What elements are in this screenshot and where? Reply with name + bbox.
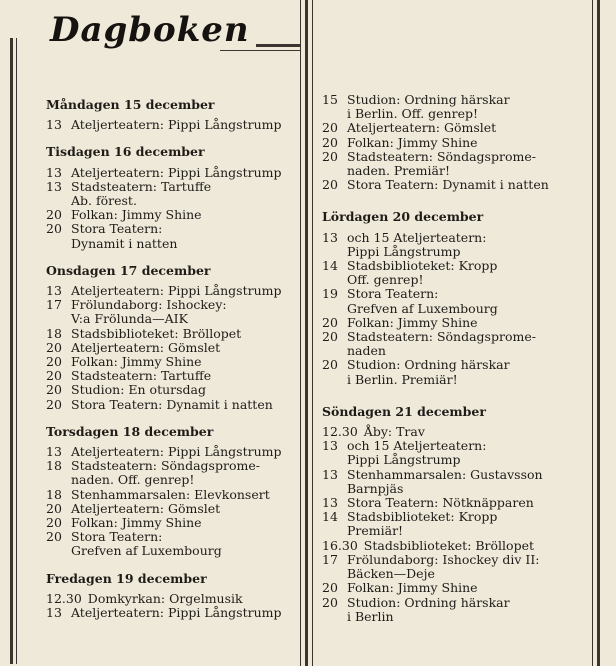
listing-entry bbox=[322, 496, 590, 510]
listing-entry bbox=[322, 136, 590, 150]
listing-entry bbox=[322, 121, 590, 135]
entry-time: 14 bbox=[322, 258, 338, 274]
entry-text: Stadsteatern: Tartuffe Ab. förest. bbox=[71, 178, 212, 209]
entry-time: 20 bbox=[322, 120, 338, 136]
entry-text: Ateljerteatern: Gömslet bbox=[347, 120, 497, 136]
entry-time: 20 bbox=[46, 515, 62, 531]
entry-text: Folkan: Jimmy Shine bbox=[347, 314, 478, 330]
listing-entry bbox=[322, 316, 590, 330]
listing-entry bbox=[46, 118, 298, 132]
listing-entry bbox=[322, 510, 590, 538]
page-title: Dagboken bbox=[44, 10, 256, 50]
entry-time: 16.30 bbox=[322, 537, 358, 553]
day-block bbox=[322, 405, 590, 624]
entry-time: 13 bbox=[322, 229, 338, 245]
day-heading: Lördagen 20 december bbox=[322, 209, 484, 225]
entry-text: Stadsbiblioteket: Bröllopet bbox=[363, 537, 535, 553]
listing-entry bbox=[46, 459, 298, 487]
entry-text: Stadsteatern: Söndagsprome- naden. Premiär! bbox=[347, 148, 536, 179]
entry-time: 20 bbox=[322, 329, 338, 345]
listing-entry bbox=[46, 445, 298, 459]
entry-text: Folkan: Jimmy Shine bbox=[347, 580, 478, 596]
entry-time: 13 bbox=[46, 178, 62, 194]
entry-text: Stora Teatern: Dynamit i natten bbox=[347, 177, 549, 193]
listing-entry bbox=[322, 330, 590, 358]
entry-time: 20 bbox=[322, 148, 338, 164]
entry-time: 20 bbox=[46, 207, 62, 223]
entry-text: Stadsteatern: Tartuffe bbox=[71, 368, 212, 384]
entry-time: 20 bbox=[322, 314, 338, 330]
listing-entry bbox=[322, 93, 590, 121]
entry-text: Stadsteatern: Söndagsprome- naden bbox=[347, 329, 536, 359]
entry-time: 20 bbox=[46, 529, 62, 545]
entry-text: Frölundaborg: Ishockey div II: Bäcken—Deje bbox=[347, 551, 540, 582]
listing-entry bbox=[322, 539, 590, 553]
frame-right-thin bbox=[592, 0, 593, 666]
listing-entry bbox=[46, 606, 298, 620]
entry-text: och 15 Ateljerteatern: Pippi Långstrump bbox=[347, 438, 487, 468]
listing-entry bbox=[46, 298, 298, 326]
entry-time: 20 bbox=[46, 354, 62, 370]
entry-time: 20 bbox=[46, 339, 62, 355]
entry-time: 20 bbox=[322, 580, 338, 596]
entry-text: Stora Teatern: Dynamit i natten bbox=[71, 396, 273, 412]
entry-text: Studion: Ordning härskar i Berlin. Off. genrep! bbox=[347, 92, 510, 122]
listing-entry bbox=[46, 180, 298, 208]
entry-time: 20 bbox=[46, 368, 62, 384]
entry-time: 13 bbox=[46, 283, 62, 299]
entry-time: 12.30 bbox=[322, 424, 358, 440]
entry-time: 13 bbox=[46, 605, 62, 621]
day-block bbox=[46, 264, 298, 412]
listing-entry bbox=[46, 166, 298, 180]
listing-entry bbox=[322, 259, 590, 287]
entry-text: Ateljerteatern: Gömslet bbox=[71, 500, 221, 516]
listing-entry bbox=[46, 284, 298, 298]
listing-entry bbox=[322, 468, 590, 496]
listing-entry bbox=[46, 327, 298, 341]
frame-right-thick bbox=[597, 0, 600, 666]
day-heading: Söndagen 21 december bbox=[322, 403, 486, 419]
entry-text: Ateljerteatern: Pippi Långstrump bbox=[71, 164, 282, 180]
listing-entry bbox=[46, 592, 298, 606]
listing-entry bbox=[322, 425, 590, 439]
continued-day-block bbox=[322, 93, 590, 192]
day-heading: Måndagen 15 december bbox=[46, 97, 215, 112]
listing-entry bbox=[46, 355, 298, 369]
entry-time: 19 bbox=[322, 286, 338, 302]
entry-text: Folkan: Jimmy Shine bbox=[71, 515, 202, 531]
right-column bbox=[322, 93, 590, 637]
listing-entry bbox=[46, 341, 298, 355]
entry-text: och 15 Ateljerteatern: Pippi Långstrump bbox=[347, 229, 487, 259]
day-block bbox=[322, 210, 590, 386]
listing-entry bbox=[46, 502, 298, 516]
listing-entry bbox=[46, 516, 298, 530]
listing-entry bbox=[46, 398, 298, 412]
day-block bbox=[46, 98, 298, 132]
listing-entry bbox=[322, 581, 590, 595]
listing-entry bbox=[322, 178, 590, 192]
listing-entry bbox=[322, 553, 590, 581]
frame-left-thin bbox=[16, 38, 17, 664]
entry-text: Domkyrkan: Orgelmusik bbox=[87, 590, 243, 606]
entry-time: 13 bbox=[46, 444, 62, 460]
listing-entry bbox=[322, 287, 590, 315]
entry-text: Stora Teatern: Grefven af Luxembourg bbox=[347, 286, 498, 316]
entry-time: 20 bbox=[322, 134, 338, 150]
day-heading: Fredagen 19 december bbox=[46, 570, 207, 586]
entry-time: 17 bbox=[46, 297, 62, 313]
entry-text: Frölundaborg: Ishockey: V:a Frölunda—AIK bbox=[71, 297, 227, 327]
entry-text: Stadsteatern: Söndagsprome- naden. Off. genrep! bbox=[71, 458, 260, 488]
entry-time: 20 bbox=[322, 357, 338, 373]
entry-text: Stenhammarsalen: Elevkonsert bbox=[71, 486, 270, 502]
frame-middle-thin-right bbox=[312, 0, 313, 666]
entry-text: Stenhammarsalen: Gustavsson Barnpjäs bbox=[347, 466, 543, 496]
entry-text: Folkan: Jimmy Shine bbox=[71, 354, 202, 370]
entry-text: Stora Teatern: Grefven af Luxembourg bbox=[71, 529, 222, 559]
entry-text: Ateljerteatern: Pippi Långstrump bbox=[71, 117, 282, 133]
entry-text: Stadsbiblioteket: Kropp Off. genrep! bbox=[347, 258, 498, 288]
entry-text: Stadsbiblioteket: Bröllopet bbox=[71, 325, 242, 341]
listing-entry bbox=[46, 383, 298, 397]
listing-entry bbox=[322, 231, 590, 259]
entry-time: 18 bbox=[46, 325, 62, 341]
listing-entry bbox=[46, 530, 298, 558]
entry-time: 13 bbox=[322, 438, 338, 454]
frame-middle-thin-left bbox=[300, 0, 301, 666]
entry-text: Ateljerteatern: Gömslet bbox=[71, 339, 221, 355]
entry-text: Åby: Trav bbox=[363, 424, 425, 440]
entry-time: 20 bbox=[46, 500, 62, 516]
listing-entry bbox=[322, 358, 590, 386]
entry-text: Stadsbiblioteket: Kropp Premiär! bbox=[347, 509, 498, 539]
entry-time: 15 bbox=[322, 92, 338, 107]
day-heading: Onsdagen 17 december bbox=[46, 262, 211, 278]
listing-entry bbox=[46, 222, 298, 250]
entry-time: 12.30 bbox=[46, 590, 82, 606]
day-block bbox=[46, 425, 298, 559]
entry-time: 14 bbox=[322, 509, 338, 525]
entry-time: 18 bbox=[46, 486, 62, 502]
day-block bbox=[46, 572, 298, 621]
entry-text: Studion: Ordning härskar i Berlin. Premiär! bbox=[347, 357, 510, 387]
entry-time: 17 bbox=[322, 551, 338, 567]
entry-text: Studion: En otursdag bbox=[71, 382, 206, 398]
entry-text: Ateljerteatern: Pippi Långstrump bbox=[71, 283, 282, 299]
entry-time: 20 bbox=[46, 396, 62, 412]
day-block bbox=[46, 145, 298, 250]
frame-left-thick bbox=[10, 38, 13, 664]
listing-entry bbox=[46, 369, 298, 383]
entry-time: 18 bbox=[46, 458, 62, 474]
entry-text: Ateljerteatern: Pippi Långstrump bbox=[71, 605, 282, 621]
entry-text: Ateljerteatern: Pippi Långstrump bbox=[71, 444, 282, 460]
entry-text: Folkan: Jimmy Shine bbox=[71, 207, 202, 223]
entry-time: 20 bbox=[46, 221, 62, 237]
entry-text: Stora Teatern: Dynamit i natten bbox=[71, 221, 178, 251]
listing-entry bbox=[46, 208, 298, 222]
day-heading: Tisdagen 16 december bbox=[46, 144, 205, 160]
listing-entry bbox=[322, 439, 590, 467]
listing-entry bbox=[322, 150, 590, 178]
frame-middle-thick bbox=[305, 0, 308, 666]
entry-text: Studion: Ordning härskar i Berlin bbox=[347, 594, 510, 624]
entry-text: Folkan: Jimmy Shine bbox=[347, 134, 478, 150]
entry-time: 13 bbox=[46, 164, 62, 180]
entry-time: 13 bbox=[46, 117, 62, 133]
day-heading: Torsdagen 18 december bbox=[46, 423, 214, 439]
entry-time: 20 bbox=[46, 382, 62, 398]
entry-text: Stora Teatern: Nötknäpparen bbox=[347, 495, 534, 511]
frame-top-rule-thin bbox=[220, 50, 300, 51]
entry-time: 20 bbox=[322, 594, 338, 610]
entry-time: 13 bbox=[322, 466, 338, 482]
entry-time: 20 bbox=[322, 177, 338, 193]
listing-entry bbox=[322, 596, 590, 624]
entry-time: 13 bbox=[322, 495, 338, 511]
listing-entry bbox=[46, 488, 298, 502]
left-column bbox=[46, 98, 298, 633]
